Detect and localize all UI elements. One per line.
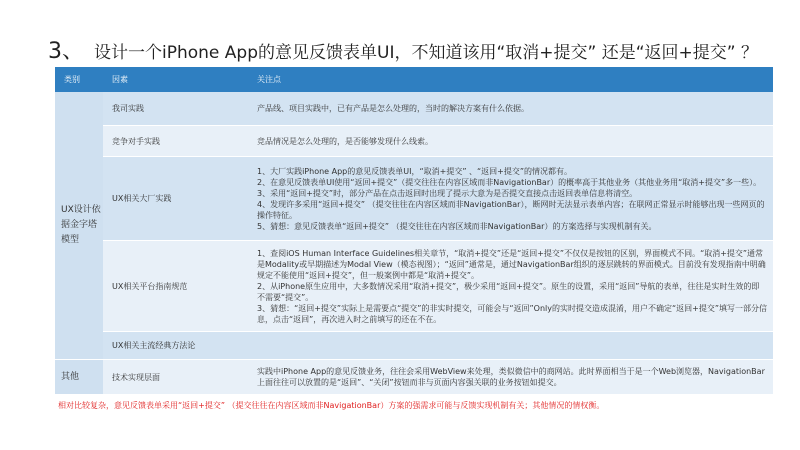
focus-our-practice: 产品线、项目实践中，已有产品是怎么处理的，当时的解决方案有什么依据。 [248,92,773,126]
factor-technical-implementation: 技术实现层面 [103,360,248,395]
factor-competitor-practice: 竞争对手实践 [103,126,248,157]
category-ux-model: UX设计依据金字塔模型 [55,92,103,360]
factor-big-company-practice: UX相关大厂实践 [103,157,248,241]
focus-methodology [248,332,773,360]
analysis-table [55,67,773,395]
slide-number: 3、 [48,39,84,64]
slide-title-text: 设计一个iPhone App的意见反馈表单UI，不知道该用“取消+提交” 还是“返回+提交” ？ [94,43,758,63]
focus-platform-guidelines: 1、查阅iOS Human Interface Guidelines相关章节，“取消+提交”还是“返回+提交”不仅仅是按钮的区别，界面模式不同。“取消+提交”通常是Modality或早期描述为Modal View（模态视图）；“返回”通常是，通过NavigationBar组织的逐层跳转的界面模式。目前没有发现指南中明确规定不能使用“返回+提交”，但一般案例中都是“取消+提交”。 2、从iPhone原生应用中，大多数情况采用“取消+提交”，极少采用“返回+提交”。原生的设置，采用“返回”导航的表单，往往是实时生效的即不需要“提交”。 3、猜想：“返回+提交”实际上是需要点“提交”的非实时提交，可能会与“返回”Only的实时提交造成混淆，用户不确定“返回+提交”填写一部分信息，点击“返回”，再次进入时之前填写的还在不在。 [248,241,773,332]
focus-big-company-practice: 1、大厂实践iPhone App的意见反馈表单UI，“取消+提交” 、“返回+提交”的情况都有。 2、在意见反馈表单UI使用“返回+提交”（提交往往在内容区域而非NavigationBar）的概率高于其他业务（其他业务用“取消+提交”多一些）。 3、采用“返回+提交”时，部分产品在点击返回时出现了提示大意为是否提交直接点击返回表单信息将清空。 4、发现许多采用“返回+提交” （提交往往在内容区域而非NavigationBar），断网时无法显示表单内容；在联网正常显示时能够出现一些网页的操作特征。 5、猜想：意见反馈表单“返回+提交” （提交往往在内容区域而非NavigationBar）的方案选择与实现机制有关。 [248,157,773,241]
slide-title [48,34,788,65]
focus-technical-implementation: 实践中iPhone App的意见反馈业务，往往会采用WebView来处理，类似微信中的商网站。此时界面相当于是一个Web浏览器，NavigationBar上面往往可以放置的是“返回”、“关闭”按钮而非与页面内容强关联的业务按钮如提交。 [248,360,773,395]
header-focus: 关注点 [248,67,773,92]
header-factor: 因素 [103,67,248,92]
header-category: 类别 [55,67,103,92]
factor-platform-guidelines: UX相关平台指南规范 [103,241,248,332]
category-other: 其他 [55,360,103,395]
conclusion-note: 相对比较复杂，意见反馈表单采用“返回+提交” （提交往往在内容区域而非NavigationBar）方案的强需求可能与反馈实现机制有关；其他情况的情权衡。 [58,401,605,410]
factor-our-practice: 我司实践 [103,92,248,126]
focus-competitor-practice: 竞品情况是怎么处理的，是否能够发现什么线索。 [248,126,773,157]
factor-methodology: UX相关主流经典方法论 [103,332,248,360]
